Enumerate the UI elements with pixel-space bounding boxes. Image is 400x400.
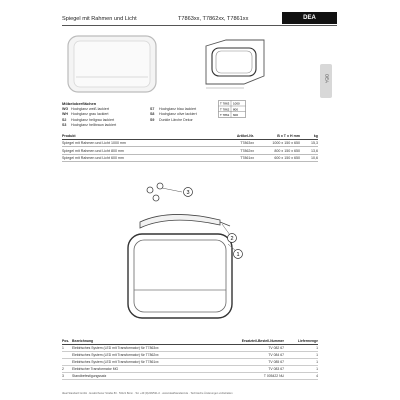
finish-item: S2 Hochglanz hellgrau lackiert [62,117,115,122]
col-header-quantity: Liefermenge [284,338,318,345]
document-title: Spiegel mit Rahmen und Licht [62,16,137,22]
finishes-column-2 [150,107,197,123]
product-name: Spiegel mit Rahmen und Licht 800 mm [62,147,208,154]
table-row: Elektrisches System (LED mit Transformator) für T7861xx TV 085 67 1 [62,359,318,366]
mirror-front-sketch [62,32,162,96]
weight: 15,3 [300,140,318,147]
exploded-view-diagram [110,178,260,330]
product-name: Spiegel mit Rahmen und Licht 600 mm [62,154,208,161]
col-header-order-number: Ersatzteil-Bestell-Nummer [230,338,284,345]
dim-row-2-width: 800 [233,107,239,112]
table-row: 2 Elektrischer Transformator MG TV 083 67 1 [62,367,318,371]
dimensions: 1000 x 150 x 650 [254,140,300,147]
article-number: T7863xx [208,140,254,147]
col-header-position: Pos. [62,338,72,345]
finishes-column-1 [62,107,116,128]
col-header-product: Produkt [62,133,208,140]
table-row: Elektrisches System (LED mit Transformator) für T7862xx TV 084 67 1 [62,352,318,359]
product-table [62,133,318,162]
weight: 13,6 [300,147,318,154]
finish-item: S3 Hochglanz hellbraun lackiert [62,122,117,127]
table-row [62,147,318,154]
page-footer: Ideal Standard GmbH · Euskirchener Straße 80 · 53121 Bonn · Tel. +49 (0)228/521-0 · www.IdealStandard.de · Technische Änderungen vorbehalten [62,392,233,395]
spare-parts-table [62,338,318,380]
finish-item: WH Hochglanz grau lackiert [62,112,109,117]
svg-text:2: 2 [230,236,234,242]
table-row [62,154,318,161]
article-number: T7862xx [208,147,254,154]
dimensions: 800 x 150 x 650 [254,147,300,154]
dim-row-2-model: T 7862 [220,107,230,112]
dimension-table [218,100,246,118]
dimensions: 600 x 150 x 650 [254,154,300,161]
article-codes: T7863xx, T7862xx, T7861xx [178,16,249,22]
svg-text:3: 3 [186,190,190,196]
header-rule [62,25,337,26]
weight: 10,6 [300,154,318,161]
side-tab-label: DEA [324,74,330,83]
dim-row-1-width: 1000 [233,101,240,106]
col-header-weight: kg [300,133,318,140]
led-light-bar [140,214,220,228]
finish-item: S8 Hochglanz olive lackiert [150,112,197,117]
col-header-description: Bezeichnung [72,338,230,345]
finishes-heading: Möbeloberflächen [62,101,97,106]
dim-row-3-width: 600 [233,113,239,117]
side-index-tab [320,64,332,98]
mirror-technical-drawing [200,36,272,92]
finish-item: S9 Dunkle Lärche Dekor [150,117,193,122]
finish-item: WG Hochglanz weiß lackiert [62,107,109,111]
finish-item: S7 Hochglanz blau lackiert [150,107,197,111]
table-row: 3 Standbefestigungssatz T 005422 NU 4 [62,374,318,378]
dim-row-1-model: T 7863 [220,101,230,106]
mirror-frame [128,234,232,318]
col-header-article: Artikel-Nr. [208,133,254,140]
col-header-dimensions: B x T x H mm [254,133,300,140]
product-name: Spiegel mit Rahmen und Licht 1000 mm [62,140,208,147]
svg-text:1: 1 [236,252,240,258]
callout-2 [228,234,237,243]
dim-row-3-model: T 7861 [220,113,230,117]
callout-1 [234,250,243,259]
brand-badge: DEA [282,12,337,24]
article-number: T7861xx [208,154,254,161]
screw-icon [147,183,163,201]
table-row: 1 Elektrisches System (LED mit Transformator) für T7863xx TV 082 67 1 [62,346,318,350]
table-row [62,140,318,147]
callout-3 [184,188,193,197]
